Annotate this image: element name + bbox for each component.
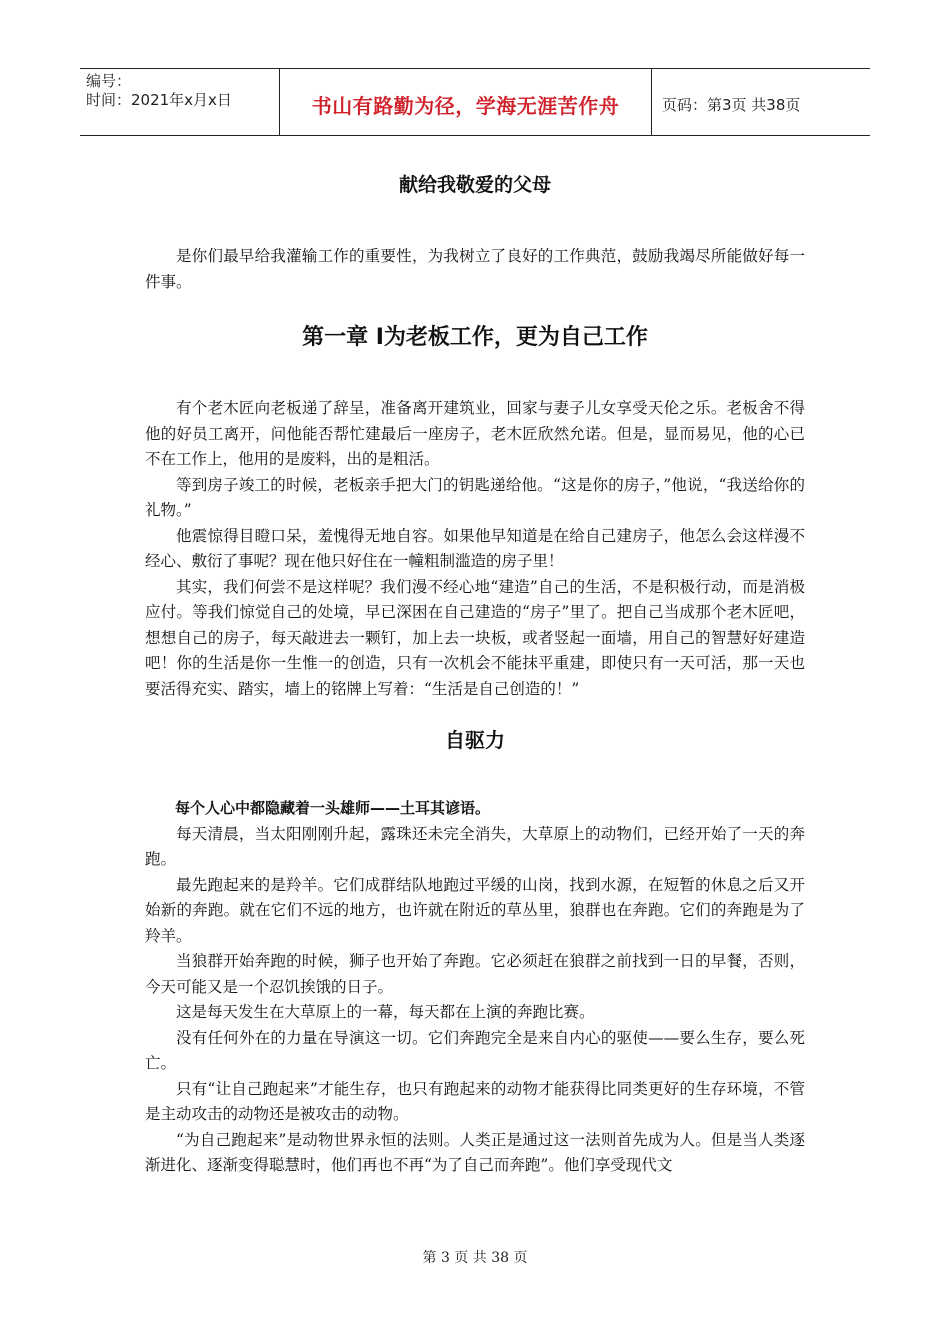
chapter-title: 第一章 Ⅰ为老板工作，更为自己工作	[302, 325, 648, 350]
section-paragraph: 这是每天发生在大草原上的一幕，每天都在上演的奔跑比赛。	[176, 1003, 595, 1021]
number-label: 编号：	[86, 72, 132, 90]
header-meta	[80, 69, 280, 135]
section-paragraph: “为自己跑起来”是动物世界永恒的法则。人类正是通过这一法则首先成为人。但是当人类逐渐进化、逐渐变得聪慧时，他们再也不再“为了自己而奔跑”。他们享受现代文	[145, 1130, 805, 1174]
section-paragraph: 只有“让自己跑起来”才能生存，也只有跑起来的动物才能获得比同类更好的生存环境，不管是主动攻击的动物还是被攻击的动物。	[145, 1079, 805, 1123]
header-page-info: 页码：第3页 共38页	[662, 95, 801, 114]
dedication-text: 是你们最早给我灌输工作的重要性，为我树立了良好的工作典范，鼓励我竭尽所能做好每一件事。	[145, 247, 805, 291]
dedication-title: 献给我敬爱的父母	[398, 174, 551, 196]
chapter-paragraph: 他震惊得目瞪口呆，羞愧得无地自容。如果他早知道是在给自己建房子，他怎么会这样漫不经心、敷衍了事呢？现在他只好住在一幢粗制滥造的房子里！	[145, 526, 805, 570]
section-paragraph: 当狼群开始奔跑的时候，狮子也开始了奔跑。它必须赶在狼群之前找到一日的早餐，否则，今天可能又是一个忍饥挨饿的日子。	[145, 952, 805, 996]
chapter-paragraph: 其实，我们何尝不是这样呢？我们漫不经心地“建造”自己的生活，不是积极行动，而是消极应付。等我们惊觉自己的处境，早已深困在自己建造的“房子”里了。把自己当成那个老木匠吧，想想自己的房子，每天敲进去一颗钉，加上去一块板，或者竖起一面墙，用自己的智慧好好建造吧！你的生活是你一生惟一的创造，只有一次机会不能抹平重建，即使只有一天可活，那一天也要活得充实、踏实，墙上的铭牌上写着：“生活是自己创造的！”	[145, 577, 805, 698]
chapter-paragraph: 有个老木匠向老板递了辞呈，准备离开建筑业，回家与妻子儿女享受天伦之乐。老板舍不得他的好员工离开，问他能否帮忙建最后一座房子，老木匠欣然允诺。但是，显而易见，他的心已不在工作上，他用的是废料，出的是粗活。	[145, 399, 805, 468]
document-header	[80, 68, 870, 136]
section-epigraph: 每个人心中都隐藏着一头雄师——土耳其谚语。	[175, 799, 491, 817]
page-footer: 第 3 页 共 38 页	[422, 1250, 528, 1266]
section-paragraph: 每天清晨，当太阳刚刚升起，露珠还未完全消失，大草原上的动物们，已经开始了一天的奔跑。	[145, 824, 805, 868]
section-title: 自驱力	[445, 728, 505, 752]
section-paragraph: 没有任何外在的力量在导演这一切。它们奔跑完全是来自内心的驱使——要么生存，要么死亡。	[145, 1028, 805, 1072]
section-paragraph: 最先跑起来的是羚羊。它们成群结队地跑过平缓的山岗，找到水源，在短暂的休息之后又开始新的奔跑。就在它们不远的地方，也许就在附近的草丛里，狼群也在奔跑。它们的奔跑是为了羚羊。	[145, 875, 805, 945]
chapter-paragraph: 等到房子竣工的时候，老板亲手把大门的钥匙递给他。“这是你的房子，”他说，“我送给你的礼物。”	[145, 475, 805, 519]
time-label: 时间：2021年x月x日	[86, 91, 232, 109]
document-body	[145, 170, 805, 1179]
header-motto: 书山有路勤为径，学海无涯苦作舟	[280, 69, 652, 135]
